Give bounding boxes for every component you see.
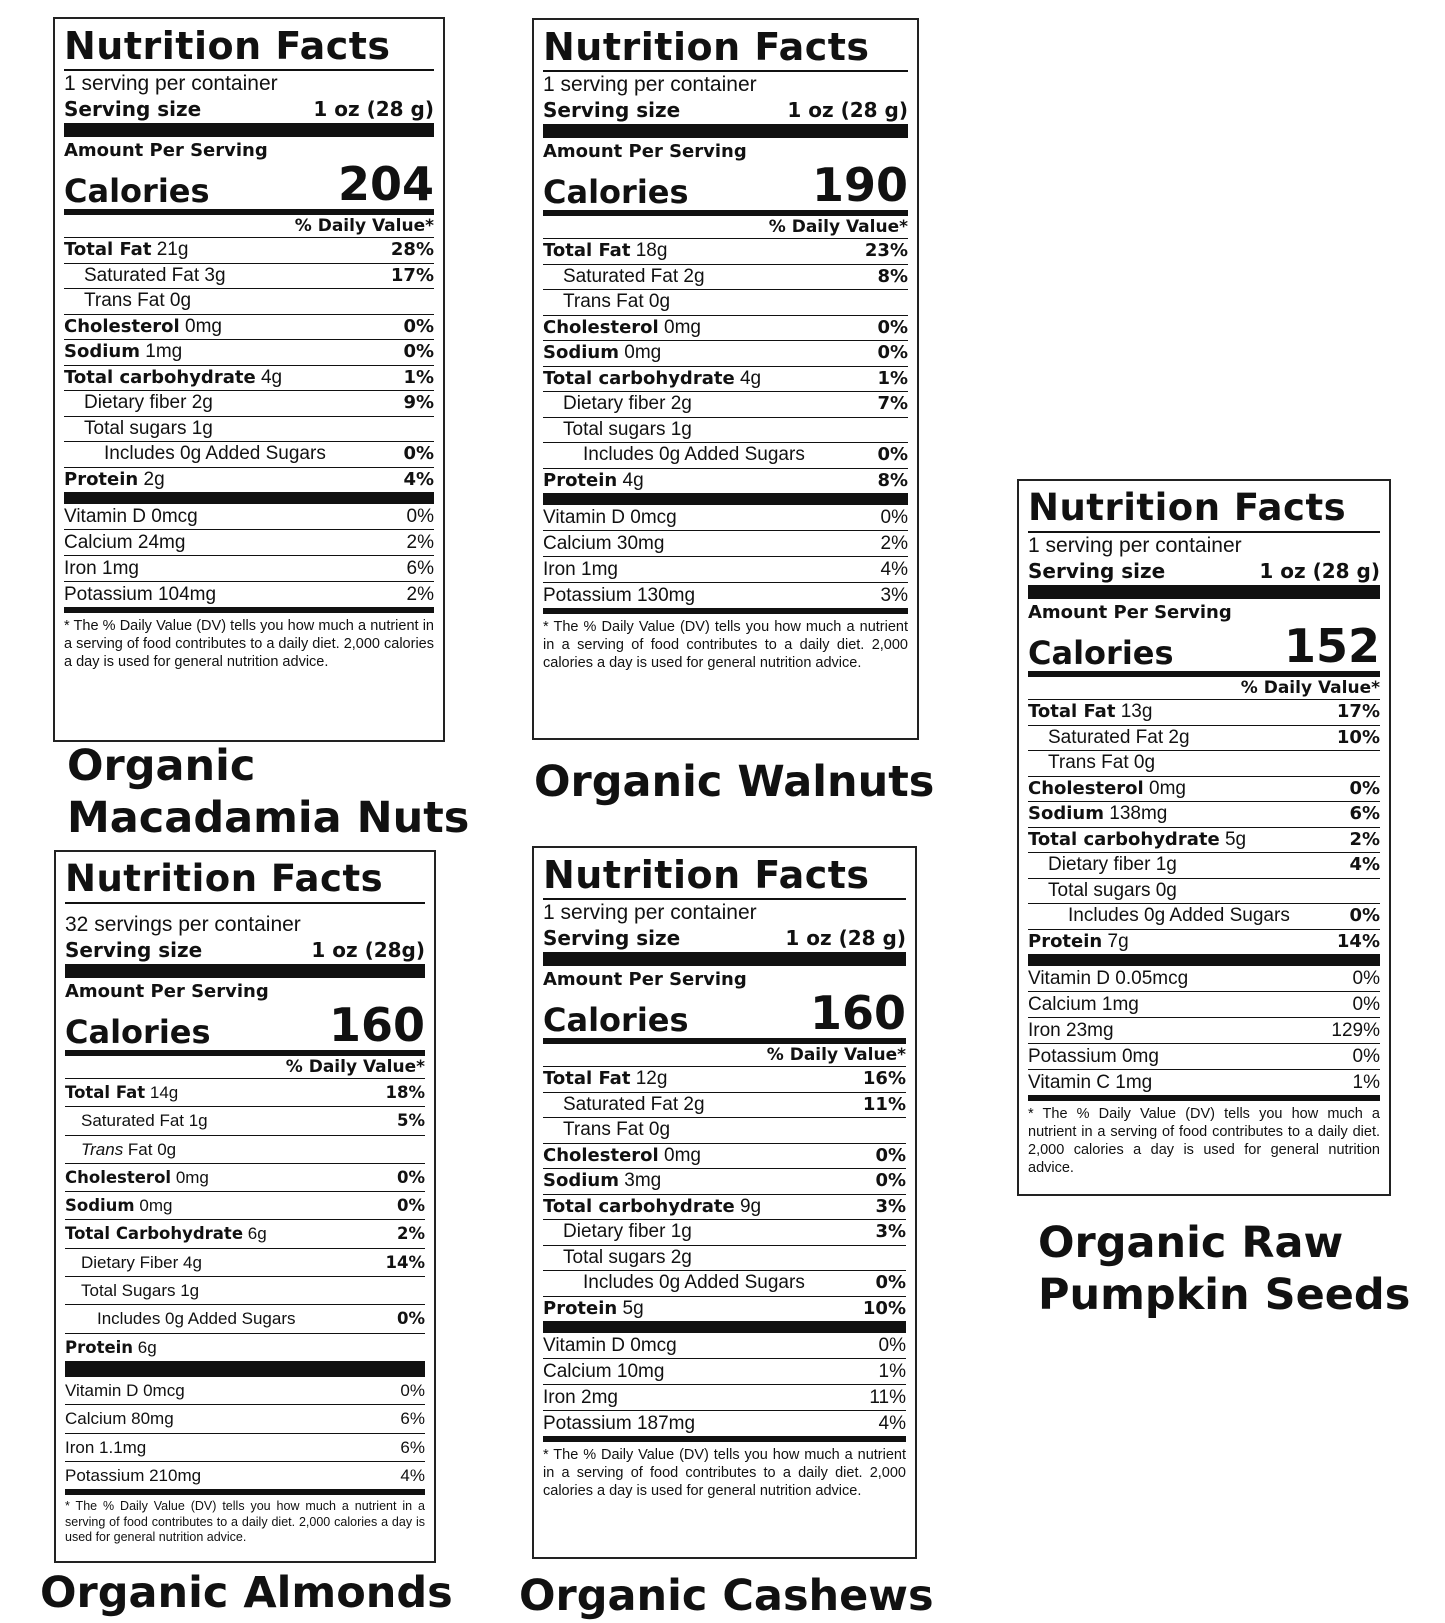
vitamin-row: Calcium 1mg 0% [1028,992,1380,1018]
total-carbohydrate-row: Total carbohydrate 4g 1% [64,366,434,392]
vitamin-row: Calcium 80mg 6% [65,1405,425,1433]
product-caption-cashews: Organic Cashews [519,1571,934,1621]
sodium-row: Sodium 0mg 0% [65,1192,425,1220]
vitamin-row: Calcium 24mg 2% [64,530,434,556]
nutrition-facts-title: Nutrition Facts [65,858,425,904]
thick-divider [65,1361,425,1377]
amount-per-serving: Amount Per Serving [543,969,747,990]
thick-divider [543,1321,906,1333]
dietary-fiber-row: Dietary fiber 1g 4% [1028,853,1380,879]
thick-divider [65,1489,425,1495]
vitamin-row: Iron 1mg 4% [543,557,908,583]
footnote: * The % Daily Value (DV) tells you how much a nutrient in a serving of food contributes to a daily diet. 2,000 calories a day is used for general nutrition advice. [543,619,908,671]
sodium-row: Sodium 3mg 0% [543,1169,906,1195]
dietary-fiber-row: Dietary Fiber 4g 14% [65,1249,425,1277]
vitamin-row: Vitamin D 0mcg 0% [543,1333,906,1359]
dietary-fiber-row: Dietary fiber 2g 9% [64,391,434,417]
total-sugars-row: Total sugars 1g [64,417,434,443]
thick-divider [64,607,434,613]
trans-fat-row: Trans Fat 0g [65,1136,425,1164]
vitamin-row: Vitamin D 0.05mcg 0% [1028,966,1380,992]
vitamin-row: Potassium 104mg 2% [64,584,434,605]
vitamin-row: Iron 2mg 11% [543,1385,906,1411]
calories-value: 190 [811,158,908,212]
calories-row: Calories 190 [543,162,908,216]
total-sugars-row: Total sugars 2g [543,1246,906,1272]
serving-size: Serving size 1 oz (28 g) [543,98,908,122]
servings-per-container: 1 serving per container [543,73,757,96]
thick-divider [64,123,434,137]
thick-divider [543,493,908,505]
total-fat-row: Total Fat 13g 17% [1028,700,1380,726]
total-sugars-row: Total Sugars 1g [65,1277,425,1305]
added-sugars-row: Includes 0g Added Sugars 0% [65,1305,425,1333]
thick-divider [1028,1095,1380,1101]
product-caption-pumpkin-seeds: Organic Raw Pumpkin Seeds [1038,1218,1411,1320]
saturated-fat-row: Saturated Fat 2g 8% [543,265,908,291]
total-sugars-row: Total sugars 1g [543,418,908,444]
nutrition-label-almonds [54,850,436,1563]
sodium-row: Sodium 1mg 0% [64,340,434,366]
vitamin-row: Potassium 210mg 4% [65,1465,425,1485]
added-sugars-row: Includes 0g Added Sugars 0% [543,1271,906,1297]
saturated-fat-row: Saturated Fat 2g 10% [1028,726,1380,752]
calories-row: Calories 204 [64,161,434,215]
vitamin-row: Potassium 130mg 3% [543,585,908,606]
calories-row: Calories 152 [1028,623,1380,677]
product-caption-macadamia: Organic Macadamia Nuts [67,741,470,843]
vitamin-row: Vitamin D 0mcg 0% [64,504,434,530]
total-carbohydrate-row: Total carbohydrate 9g 3% [543,1195,906,1221]
product-caption-walnuts: Organic Walnuts [534,757,935,807]
cholesterol-row: Cholesterol 0mg 0% [543,316,908,342]
saturated-fat-row: Saturated Fat 1g 5% [65,1107,425,1135]
calories-value: 204 [337,157,434,211]
protein-row: Protein 6g [65,1337,157,1357]
servings-per-container: 32 servings per container [65,913,301,936]
servings-per-container: 1 serving per container [64,72,278,95]
vitamin-row: Vitamin C 1mg 1% [1028,1072,1380,1093]
added-sugars-row: Includes 0g Added Sugars 0% [64,442,434,468]
vitamin-row: Iron 1.1mg 6% [65,1434,425,1462]
nutrition-facts-title: Nutrition Facts [64,25,434,71]
product-caption-almonds: Organic Almonds [40,1568,453,1618]
vitamin-row: Iron 1mg 6% [64,556,434,582]
cholesterol-row: Cholesterol 0mg 0% [1028,777,1380,803]
thick-divider [64,492,434,504]
serving-size: Serving size 1 oz (28 g) [1028,559,1380,583]
protein-row: Protein 5g 10% [543,1297,906,1319]
nutrition-facts-title: Nutrition Facts [543,26,908,72]
servings-per-container: 1 serving per container [543,901,757,924]
trans-fat-row: Trans Fat 0g [1028,751,1380,777]
serving-size: Serving size 1 oz (28 g) [543,926,906,950]
thick-divider [543,1436,906,1442]
footnote: * The % Daily Value (DV) tells you how much a nutrient in a serving of food contributes to a daily diet. 2,000 calories a day is used for general nutrition advice. [543,1447,906,1499]
daily-value-header: % Daily Value* [64,215,434,238]
added-sugars-row: Includes 0g Added Sugars 0% [543,443,908,469]
amount-per-serving: Amount Per Serving [65,981,269,1002]
sodium-row: Sodium 138mg 6% [1028,802,1380,828]
added-sugars-row: Includes 0g Added Sugars 0% [1028,904,1380,930]
total-carbohydrate-row: Total Carbohydrate 6g 2% [65,1220,425,1248]
calories-value: 160 [328,998,425,1052]
total-fat-row: Total Fat 14g 18% [65,1079,425,1107]
thick-divider [65,964,425,978]
dietary-fiber-row: Dietary fiber 2g 7% [543,392,908,418]
sodium-row: Sodium 0mg 0% [543,341,908,367]
trans-fat-row: Trans Fat 0g [64,289,434,315]
trans-fat-row: Trans Fat 0g [543,290,908,316]
thick-divider [543,608,908,614]
total-fat-row: Total Fat 12g 16% [543,1067,906,1093]
calories-value: 152 [1283,619,1380,673]
total-carbohydrate-row: Total carbohydrate 4g 1% [543,367,908,393]
thick-divider [1028,585,1380,599]
saturated-fat-row: Saturated Fat 3g 17% [64,264,434,290]
footnote: * The % Daily Value (DV) tells you how much a nutrient in a serving of food contributes to a daily diet. 2,000 calories a day is used for general nutrition advice. [1028,1106,1380,1176]
dietary-fiber-row: Dietary fiber 1g 3% [543,1220,906,1246]
footnote: * The % Daily Value (DV) tells you how much a nutrient in a serving of food contributes to a daily diet. 2,000 calories a day is used for general nutrition advice. [64,618,434,670]
nutrition-facts-title: Nutrition Facts [1028,487,1380,533]
footnote: * The % Daily Value (DV) tells you how much a nutrient in a serving of food contributes to a daily diet. 2,000 calories a day is used for general nutrition advice. [65,1499,425,1545]
nutrition-label-macadamia [53,17,445,742]
vitamin-row: Potassium 0mg 0% [1028,1044,1380,1070]
protein-row: Protein 4g 8% [543,469,908,491]
total-sugars-row: Total sugars 0g [1028,879,1380,905]
nutrition-label-pumpkin-seeds [1017,479,1391,1196]
total-carbohydrate-row: Total carbohydrate 5g 2% [1028,828,1380,854]
daily-value-header: % Daily Value* [65,1056,425,1079]
saturated-fat-row: Saturated Fat 2g 11% [543,1093,906,1119]
amount-per-serving: Amount Per Serving [64,140,268,161]
amount-per-serving: Amount Per Serving [543,141,747,162]
vitamin-row: Calcium 10mg 1% [543,1359,906,1385]
daily-value-header: % Daily Value* [543,1044,906,1067]
amount-per-serving: Amount Per Serving [1028,602,1232,623]
daily-value-header: % Daily Value* [543,216,908,239]
serving-size: Serving size 1 oz (28g) [65,938,425,962]
daily-value-header: % Daily Value* [1028,677,1380,700]
total-fat-row: Total Fat 18g 23% [543,239,908,265]
vitamin-row: Iron 23mg 129% [1028,1018,1380,1044]
calories-row: Calories 160 [543,990,906,1044]
vitamin-row: Vitamin D 0mcg 0% [65,1377,425,1405]
thick-divider [1028,954,1380,966]
serving-size: Serving size 1 oz (28 g) [64,97,434,121]
vitamin-row: Calcium 30mg 2% [543,531,908,557]
protein-row: Protein 2g 4% [64,468,434,490]
cholesterol-row: Cholesterol 0mg 0% [64,315,434,341]
nutrition-label-cashews [532,846,917,1559]
nutrition-facts-title: Nutrition Facts [543,854,906,900]
protein-row: Protein 7g 14% [1028,930,1380,952]
calories-value: 160 [809,986,906,1040]
vitamin-row: Potassium 187mg 4% [543,1413,906,1434]
servings-per-container: 1 serving per container [1028,534,1242,557]
total-fat-row: Total Fat 21g 28% [64,238,434,264]
nutrition-label-walnuts [532,18,919,740]
vitamin-row: Vitamin D 0mcg 0% [543,505,908,531]
thick-divider [543,124,908,138]
thick-divider [543,952,906,966]
cholesterol-row: Cholesterol 0mg 0% [543,1144,906,1170]
calories-row: Calories 160 [65,1002,425,1056]
cholesterol-row: Cholesterol 0mg 0% [65,1164,425,1192]
trans-fat-row: Trans Fat 0g [543,1118,906,1144]
